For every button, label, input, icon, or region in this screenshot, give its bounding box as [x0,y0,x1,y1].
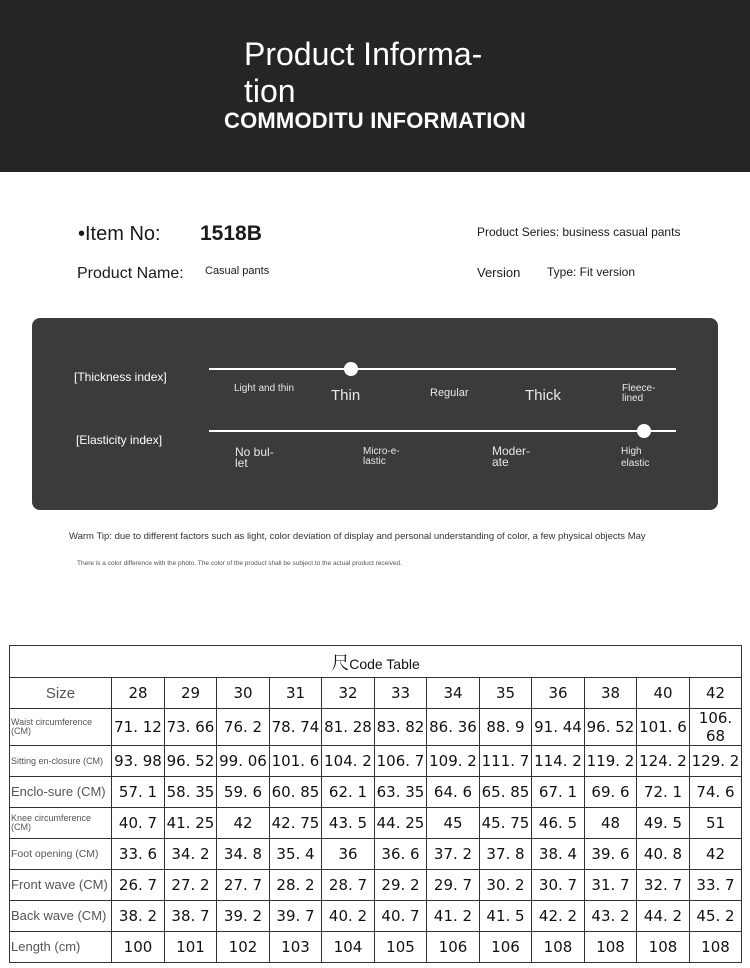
size-header: Size [10,678,112,709]
table-cell: 38. 7 [165,901,217,932]
table-caption-row [10,646,742,678]
thickness-option: Fleece-lined [622,383,656,404]
index-panel [32,318,718,510]
thickness-track [209,368,676,370]
table-row [10,709,742,746]
table-cell: 101. 6 [270,746,322,777]
table-cell: 38. 4 [532,839,585,870]
table-cell: 33. 7 [690,870,742,901]
caption-glyph: 尺 [331,652,350,673]
table-cell: 111. 7 [480,746,532,777]
thickness-option: Thick [525,387,561,404]
table-cell: 106. 7 [375,746,427,777]
table-cell: 45. 75 [480,808,532,839]
table-cell: 74. 6 [690,777,742,808]
row-label: Enclo-sure (CM) [10,777,112,808]
table-cell: 100 [112,932,165,963]
table-cell: 104. 2 [322,746,375,777]
table-cell: 32. 7 [637,870,690,901]
table-cell: 39. 7 [270,901,322,932]
table-cell: 105 [375,932,427,963]
table-cell: 36 [322,839,375,870]
table-cell: 44. 25 [375,808,427,839]
table-cell: 91. 44 [532,709,585,746]
table-cell: 33. 6 [112,839,165,870]
table-cell: 30. 2 [480,870,532,901]
table-cell: 129. 2 [690,746,742,777]
table-cell: 76. 2 [217,709,270,746]
elasticity-track [209,430,676,432]
thickness-option: Light and thin [234,383,295,394]
table-cell: 102 [217,932,270,963]
table-cell: 34. 8 [217,839,270,870]
table-cell: 93. 98 [112,746,165,777]
table-cell: 62. 1 [322,777,375,808]
elasticity-marker [637,424,651,438]
table-cell: 29. 2 [375,870,427,901]
table-cell: 41. 2 [427,901,480,932]
table-cell: 40. 8 [637,839,690,870]
size-cell: 32 [322,678,375,709]
table-cell: 27. 7 [217,870,270,901]
table-cell: 29. 7 [427,870,480,901]
table-cell: 65. 85 [480,777,532,808]
table-cell: 42. 75 [270,808,322,839]
table-cell: 40. 7 [112,808,165,839]
size-cell: 42 [690,678,742,709]
version-type: Type: Fit version [547,265,636,279]
product-name-value: Casual pants [205,265,270,277]
table-cell: 67. 1 [532,777,585,808]
table-cell: 30. 7 [532,870,585,901]
size-cell: 30 [217,678,270,709]
table-cell: 49. 5 [637,808,690,839]
warm-tip-note: There is a color difference with the photo. The color of the product shall be subject to the actual product received. [77,560,402,567]
row-label: Waist circumference (CM) [10,709,112,746]
table-row [10,901,742,932]
version-label: Version [477,265,521,280]
table-cell: 45. 2 [690,901,742,932]
table-cell: 39. 2 [217,901,270,932]
table-cell: 106. 68 [690,709,742,746]
size-cell: 31 [270,678,322,709]
table-cell: 40. 2 [322,901,375,932]
size-cell: 40 [637,678,690,709]
table-row [10,746,742,777]
table-cell: 31. 7 [585,870,637,901]
elasticity-option: Moder-ate [492,444,531,469]
table-cell: 34. 2 [165,839,217,870]
header-banner [0,0,750,172]
table-cell: 72. 1 [637,777,690,808]
table-cell: 108 [532,932,585,963]
table-cell: 109. 2 [427,746,480,777]
size-cell: 33 [375,678,427,709]
elasticity-option: No bul-let [235,445,274,470]
page-subtitle: COMMODITU INFORMATION [224,108,526,133]
table-cell: 48 [585,808,637,839]
size-cell: 35 [480,678,532,709]
table-cell: 124. 2 [637,746,690,777]
size-cell: 36 [532,678,585,709]
table-cell: 69. 6 [585,777,637,808]
table-cell: 78. 74 [270,709,322,746]
table-cell: 83. 82 [375,709,427,746]
size-cell: 34 [427,678,480,709]
table-cell: 36. 6 [375,839,427,870]
table-cell: 60. 85 [270,777,322,808]
table-cell: 42 [217,808,270,839]
table-cell: 42. 2 [532,901,585,932]
table-row [10,839,742,870]
table-cell: 26. 7 [112,870,165,901]
table-cell: 96. 52 [585,709,637,746]
table-cell: 41. 5 [480,901,532,932]
item-no-label: •Item No: [78,223,161,245]
row-label: Front wave (CM) [10,870,112,901]
table-cell: 63. 35 [375,777,427,808]
table-cell: 104 [322,932,375,963]
table-cell: 71. 12 [112,709,165,746]
table-cell: 28. 2 [270,870,322,901]
table-caption [10,646,742,678]
table-cell: 51 [690,808,742,839]
table-cell: 58. 35 [165,777,217,808]
table-cell: 37. 2 [427,839,480,870]
table-cell: 106 [427,932,480,963]
table-cell: 46. 5 [532,808,585,839]
page-title: Product Informa- tion [244,36,483,109]
table-cell: 108 [585,932,637,963]
product-series: Product Series: business casual pants [477,225,681,239]
table-cell: 42 [690,839,742,870]
table-cell: 86. 36 [427,709,480,746]
table-cell: 35. 4 [270,839,322,870]
warm-tip: Warm Tip: due to different factors such as light, color deviation of display and personal understanding of color, a few physical objects May [69,531,646,542]
table-cell: 103 [270,932,322,963]
table-cell: 101 [165,932,217,963]
table-cell: 99. 06 [217,746,270,777]
table-cell: 119. 2 [585,746,637,777]
elasticity-option: Micro-e-lastic [363,446,400,467]
table-cell: 41. 25 [165,808,217,839]
table-row [10,808,742,839]
row-label: Length (cm) [10,932,112,963]
table-cell: 28. 7 [322,870,375,901]
thickness-index-label: [Thickness index] [74,370,167,384]
thickness-option: Thin [331,387,361,404]
thickness-marker [344,362,358,376]
row-label: Foot opening (CM) [10,839,112,870]
table-cell: 108 [637,932,690,963]
table-row [10,870,742,901]
elasticity-index-label: [Elasticity index] [76,433,163,447]
table-cell: 73. 66 [165,709,217,746]
table-cell: 64. 6 [427,777,480,808]
table-cell: 101. 6 [637,709,690,746]
size-header-row [10,678,742,709]
row-label: Sitting en-closure (CM) [10,746,112,777]
item-no-value: 1518B [200,222,262,245]
size-cell: 38 [585,678,637,709]
table-cell: 39. 6 [585,839,637,870]
elasticity-option: High elastic [621,446,650,469]
size-cell: 28 [112,678,165,709]
product-name-label: Product Name: [77,265,184,282]
size-table [9,645,742,963]
table-cell: 106 [480,932,532,963]
table-cell: 27. 2 [165,870,217,901]
row-label: Back wave (CM) [10,901,112,932]
table-cell: 45 [427,808,480,839]
row-label: Knee circumference (CM) [10,808,112,839]
table-cell: 38. 2 [112,901,165,932]
caption-text: Code Table [349,655,420,672]
thickness-option: Regular [430,387,469,399]
table-cell: 81. 28 [322,709,375,746]
table-cell: 96. 52 [165,746,217,777]
table-cell: 43. 2 [585,901,637,932]
table-cell: 44. 2 [637,901,690,932]
table-cell: 57. 1 [112,777,165,808]
table-cell: 88. 9 [480,709,532,746]
size-cell: 29 [165,678,217,709]
table-cell: 59. 6 [217,777,270,808]
table-cell: 114. 2 [532,746,585,777]
table-cell: 40. 7 [375,901,427,932]
table-row [10,932,742,963]
table-cell: 37. 8 [480,839,532,870]
table-row [10,777,742,808]
table-cell: 108 [690,932,742,963]
table-cell: 43. 5 [322,808,375,839]
